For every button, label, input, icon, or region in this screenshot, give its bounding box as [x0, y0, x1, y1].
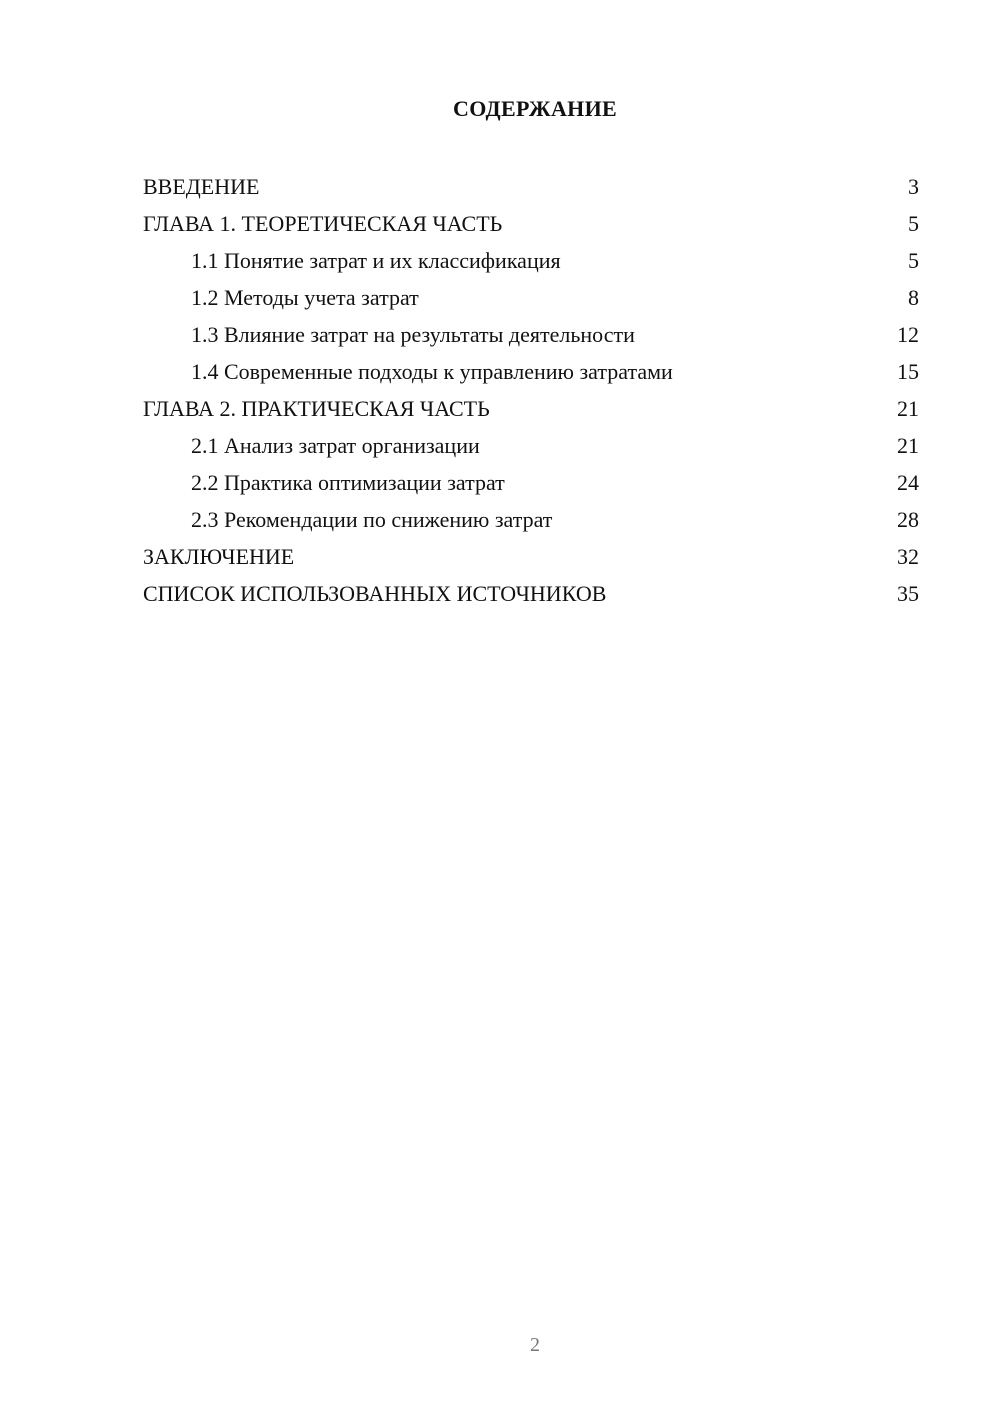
toc-entry-label: 1.2 Методы учета затрат	[191, 285, 419, 310]
toc-entry-page: 35	[897, 581, 919, 606]
toc-subentry	[143, 353, 919, 390]
toc-title: СОДЕРЖАНИЕ	[453, 96, 617, 121]
toc-entry-page: 15	[897, 359, 919, 384]
toc-entry	[143, 205, 919, 242]
toc-entry-page: 8	[908, 285, 919, 310]
toc-subentry	[143, 427, 919, 464]
toc-subentry	[143, 501, 919, 538]
toc-entry	[143, 168, 919, 205]
toc-entry-label: ВВЕДЕНИЕ	[143, 174, 260, 199]
toc-entry	[143, 538, 919, 575]
toc-entry-page: 24	[897, 470, 919, 495]
toc-entry-label: ЗАКЛЮЧЕНИЕ	[143, 544, 295, 569]
toc-entry-label: 1.1 Понятие затрат и их классификация	[191, 248, 561, 273]
toc-entry-label: СПИСОК ИСПОЛЬЗОВАННЫХ ИСТОЧНИКОВ	[143, 581, 607, 606]
toc-subentry	[143, 279, 919, 316]
toc-entry-label: 2.2 Практика оптимизации затрат	[191, 470, 505, 495]
toc-entry-label: ГЛАВА 2. ПРАКТИЧЕСКАЯ ЧАСТЬ	[143, 396, 490, 421]
toc-entry-label: 2.1 Анализ затрат организации	[191, 433, 480, 458]
toc-entry-page: 5	[908, 248, 919, 273]
toc-entry-page: 12	[897, 322, 919, 347]
toc-entry	[143, 575, 919, 612]
toc-entry-page: 5	[908, 211, 919, 236]
toc-entry-page: 21	[897, 433, 919, 458]
toc-subentry	[143, 316, 919, 353]
toc-entry-page: 28	[897, 507, 919, 532]
toc-entry-label: 1.3 Влияние затрат на результаты деятельности	[191, 322, 635, 347]
toc-entry-page: 21	[897, 396, 919, 421]
toc-entry	[143, 390, 919, 427]
toc-entry-label: 2.3 Рекомендации по снижению затрат	[191, 507, 553, 532]
toc-subentry	[143, 242, 919, 279]
toc-entry-label: 1.4 Современные подходы к управлению затратами	[191, 359, 673, 384]
table-of-contents	[143, 168, 919, 612]
toc-entry-page: 32	[897, 544, 919, 569]
toc-entry-page: 3	[908, 174, 919, 199]
page-number: 2	[530, 1334, 540, 1356]
toc-entry-label: ГЛАВА 1. ТЕОРЕТИЧЕСКАЯ ЧАСТЬ	[143, 211, 503, 236]
toc-subentry	[143, 464, 919, 501]
